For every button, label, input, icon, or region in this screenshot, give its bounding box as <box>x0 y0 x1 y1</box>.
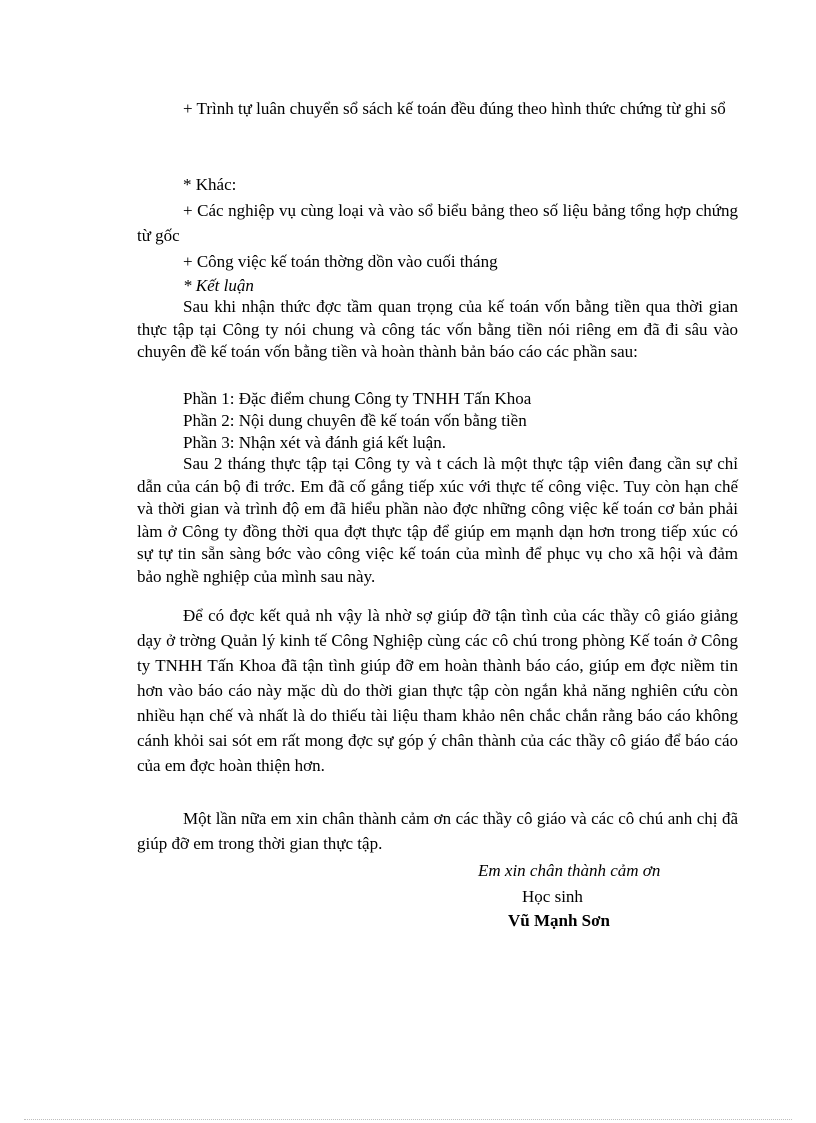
final-paragraph: Một lần nữa em xin chân thành cảm ơn các thầy cô giáo và các cô chú anh chị đã giúp đỡ em trong thời gian thực tập. <box>137 809 738 853</box>
part-2: Phần 2: Nội dung chuyên đề kế toán vốn bằng tiền <box>183 411 527 430</box>
closing-line: Em xin chân thành cảm ơn <box>478 861 661 880</box>
procedure-note: + Trình tự luân chuyển sổ sách kế toán đều đúng theo hình thức chứng từ ghi sổ <box>183 99 726 118</box>
other-item-2: + Công việc kế toán thờng dồn vào cuối tháng <box>183 252 498 271</box>
signer-role: Học sinh <box>522 887 583 906</box>
internship-paragraph: Sau 2 tháng thực tập tại Công ty và t cách là một thực tập viên đang cần sự chỉ dẫn của cán bộ đi trớc. Em đã cố gắng tiếp xúc với thực tế công việc. Tuy còn hạn chế và thời gian và trình độ em đã hiểu phần nào đợc những công việc kế toán cơ bản phải làm ở Công ty đồng thời qua đợt thực tập để giúp em mạnh dạn hơn trong tiếp xúc có sự tự tin sẵn sàng bớc vào công việc kế toán của mình để phục vụ cho xã hội và đảm bảo nghề nghiệp của mình sau này. <box>137 454 738 586</box>
page-bottom-divider <box>24 1119 792 1120</box>
conclusion-heading: * Kết luận <box>183 276 254 295</box>
thanks-paragraph: Để có đợc kết quả nh vậy là nhờ sợ giúp đỡ tận tình của các thầy cô giáo giảng dạy ở trờng Quản lý kinh tế Công Nghiệp cùng các cô chú trong phòng Kế toán ở Công ty TNHH Tấn Khoa đã tận tình giúp đỡ em hoàn thành báo cáo, giúp em đợc niềm tin hơn vào báo cáo này mặc dù do thời gian thực tập còn ngắn khả năng nghiên cứu còn nhiều hạn chế và nhất là do thiếu tài liệu tham khảo nên chắc chắn rằng báo cáo không cánh khỏi sai sót em rất mong đợc sự góp ý chân thành của các thầy cô giáo để báo cáo của em đợc hoàn thiện hơn. <box>137 606 738 775</box>
part-1: Phần 1: Đặc điểm chung Công ty TNHH Tấn Khoa <box>183 389 532 408</box>
other-item-1: + Các nghiệp vụ cùng loại và vào sổ biểu bảng theo số liệu bảng tổng hợp chứng từ gốc <box>137 201 738 245</box>
conclusion-intro: Sau khi nhận thức đợc tầm quan trọng của kế toán vốn bằng tiền qua thời gian thực tập tại Công ty nói chung và công tác vốn bằng tiền nói riêng em đã đi sâu vào chuyên đề kế toán vốn bằng tiền và hoàn thành bản báo cáo các phần sau: <box>137 297 738 361</box>
signer-name: Vũ Mạnh Sơn <box>508 911 611 930</box>
other-heading: * Khác: <box>183 175 237 194</box>
part-3: Phần 3: Nhận xét và đánh giá kết luận. <box>183 433 446 452</box>
